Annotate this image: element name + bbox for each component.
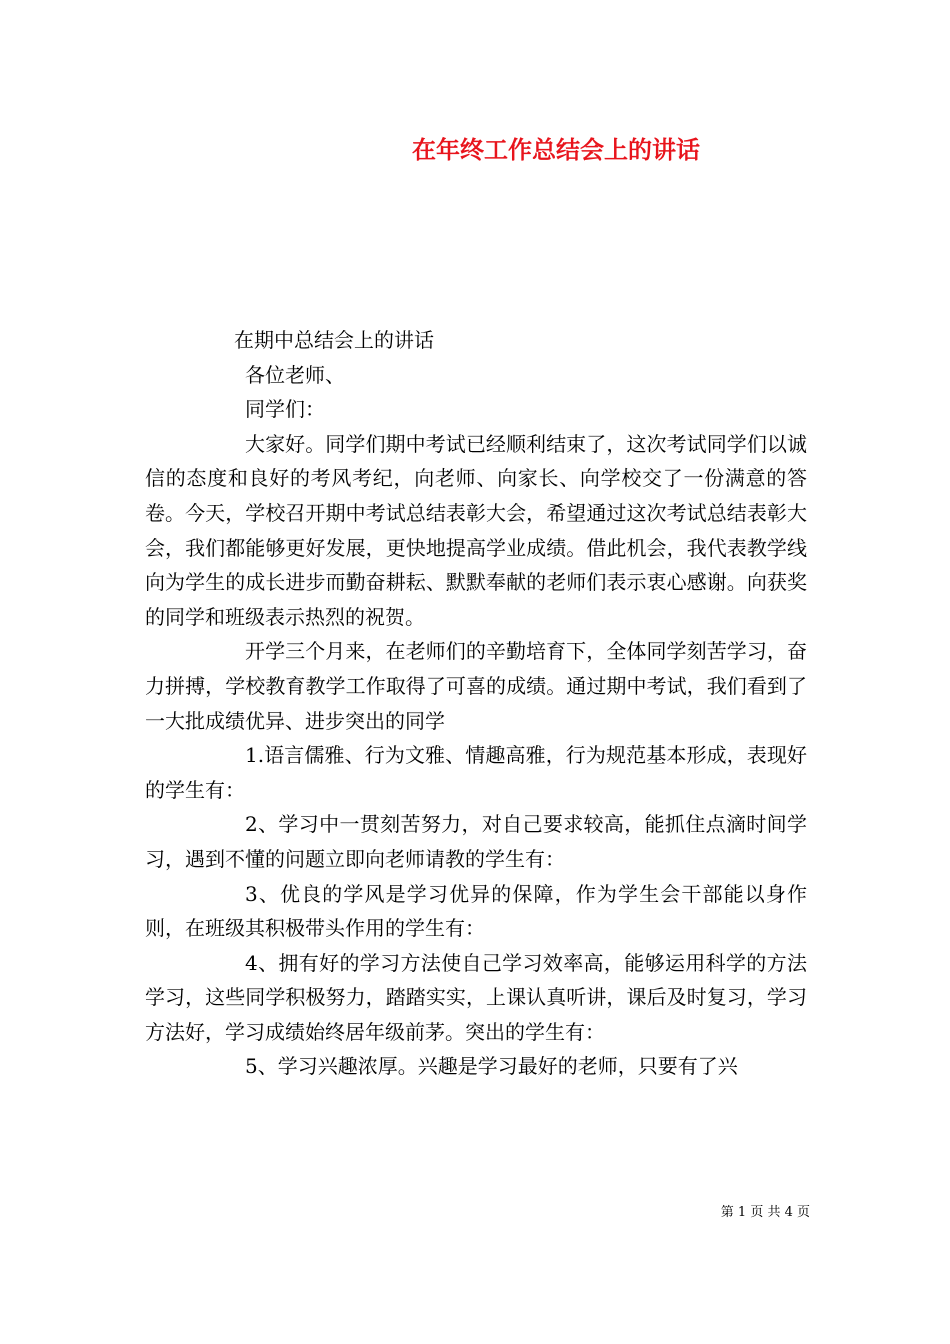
document-body	[145, 323, 807, 1084]
paragraph-greeting: 大家好。同学们期中考试已经顺利结束了，这次考试同学们以诚信的态度和良好的考风考纪，向老师、向家长、向学校交了一份满意的答卷。今天，学校召开期中考试总结表彰大会，希望通过这次考试总结表彰大会，我们都能够更好发展，更快地提高学业成绩。借此机会，我代表教学线向为学生的成长进步而勤奋耕耘、默默奉献的老师们表示衷心感谢。向获奖的同学和班级表示热烈的祝贺。	[145, 431, 807, 629]
list-item-study-methods: 4、拥有好的学习方法使自己学习效率高，能够运用科学的方法学习，这些同学积极努力，踏踏实实，上课认真听讲，课后及时复习，学习方法好，学习成绩始终居年级前茅。突出的学生有：	[145, 950, 807, 1044]
document-title: 在年终工作总结会上的讲话	[412, 135, 700, 164]
list-item-diligence: 2、学习中一贯刻苦努力，对自己要求较高，能抓住点滴时间学习，遇到不懂的问题立即向老师请教的学生有：	[145, 812, 807, 871]
paragraph-achievements: 开学三个月来，在老师们的辛勤培育下，全体同学刻苦学习，奋力拼搏，学校教育教学工作取得了可喜的成绩。通过期中考试，我们看到了一大批成绩优异、进步突出的同学	[145, 639, 807, 733]
speech-title: 在期中总结会上的讲话	[234, 328, 434, 352]
page-number-footer: 第 1 页 共 4 页	[720, 1205, 810, 1220]
salutation-teachers: 各位老师、	[245, 362, 345, 387]
list-item-behavior: 1.语言儒雅、行为文雅、情趣高雅，行为规范基本形成，表现好的学生有：	[145, 743, 807, 802]
list-item-interest: 5、学习兴趣浓厚。兴趣是学习最好的老师，只要有了兴	[245, 1054, 738, 1079]
salutation-students: 同学们：	[245, 397, 325, 422]
list-item-study-style: 3、优良的学风是学习优异的保障，作为学生会干部能以身作则，在班级其积极带头作用的学生有：	[145, 881, 807, 941]
